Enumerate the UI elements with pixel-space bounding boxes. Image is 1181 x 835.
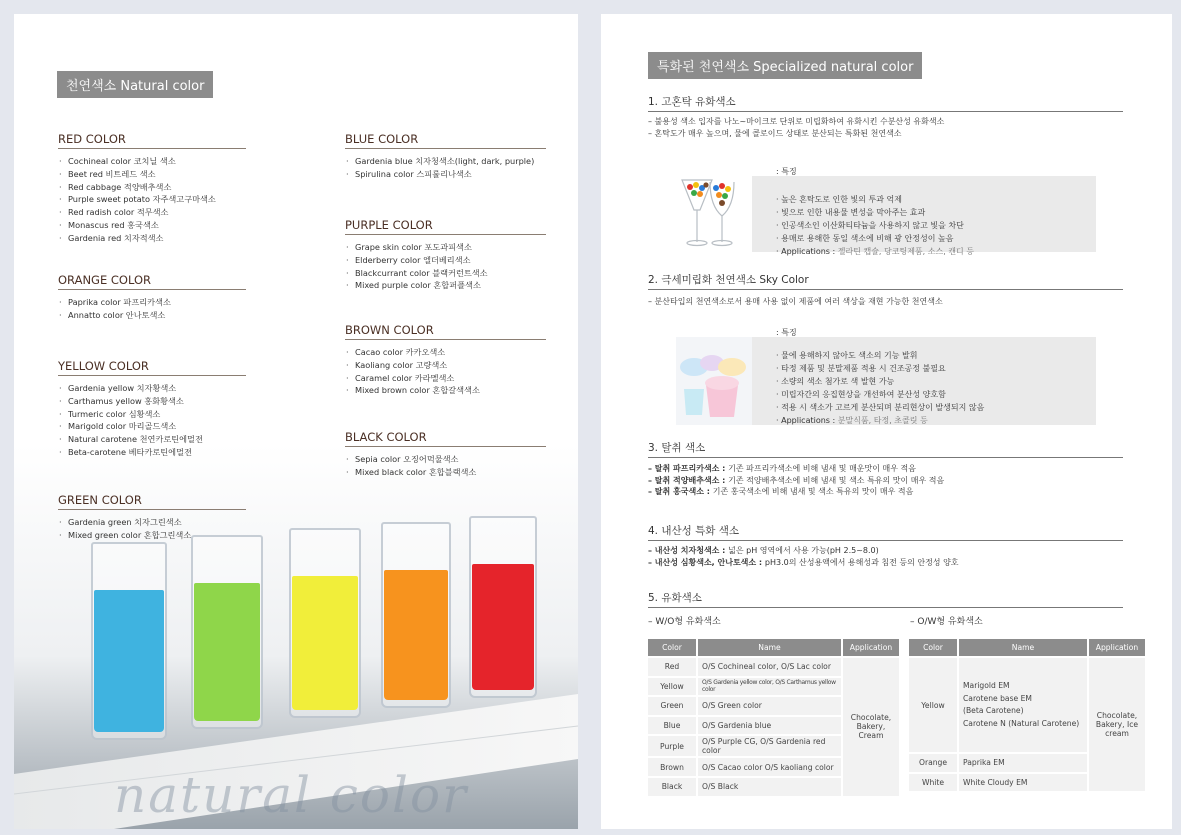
- category-purple: [345, 218, 546, 292]
- section-4-description: [648, 545, 959, 568]
- applications-label: Applications :: [781, 247, 838, 256]
- color-cell: White: [909, 774, 957, 792]
- description-line: – 분산타입의 천연색소로서 용매 사용 없이 제품에 여러 색상을 재현 가능한 천연색소: [648, 297, 943, 306]
- feature-label: : 특징: [776, 328, 797, 337]
- category-title: YELLOW COLOR: [58, 359, 246, 376]
- list-item: · Beet red 비트레드 색소: [58, 168, 246, 181]
- description-line: [648, 557, 959, 569]
- color-cell: Green: [648, 697, 696, 715]
- list-item: · Sepia color 오징어먹물색소: [345, 453, 546, 466]
- list-item: · Gardenia blue 치자청색소(light, dark, purple): [345, 155, 546, 168]
- line-text: pH3.0의 산성용액에서 용해성과 침전 등의 안정성 양호: [764, 557, 959, 567]
- list-item: · Mixed black color 혼합블랙색소: [345, 466, 546, 479]
- list-item: · Gardenia red 치자적색소: [58, 232, 246, 245]
- line-label: – 내산성 치자청색소 :: [648, 546, 729, 555]
- liquid-orange: [384, 570, 448, 700]
- category-title: BROWN COLOR: [345, 323, 546, 340]
- powder-glass-image: [676, 337, 752, 425]
- list-item: · Monascus red 홍국색소: [58, 219, 246, 232]
- list-item: · Spirulina color 스피룰리나색소: [345, 168, 546, 181]
- feature-item: [776, 414, 984, 427]
- list-item: · Red cabbage 적양배추색소: [58, 181, 246, 194]
- list-item: · Beta-carotene 베타카로틴에멀젼: [58, 446, 246, 459]
- category-green: [58, 493, 246, 542]
- wo-table-title: – W/O형 유화색소: [648, 617, 721, 627]
- list-item: · Elderberry color 엘더베리색소: [345, 254, 546, 267]
- category-list: [345, 241, 546, 292]
- category-title: ORANGE COLOR: [58, 273, 246, 290]
- description-line: [648, 475, 944, 487]
- table-header-row: [648, 639, 899, 656]
- category-brown: [345, 323, 546, 397]
- line-label: – 탈취 적양배추색소 :: [648, 475, 729, 485]
- list-item: · Cacao color 카카오색소: [345, 346, 546, 359]
- color-cell: Red: [648, 658, 696, 676]
- name-cell: O/S Purple CG, O/S Gardenia red color: [698, 736, 841, 756]
- feature-list: [776, 193, 974, 258]
- name-cell: O/S Gardenia blue: [698, 717, 841, 735]
- name-cell: O/S Cacao color O/S kaoliang color: [698, 758, 841, 776]
- applications-value: 젤라틴 캡슐, 당코팅제품, 소스, 캔디 등: [837, 247, 975, 256]
- line-text: 기존 적양배추색소에 비해 냄새 및 색소 특유의 맛이 매우 적음: [728, 475, 945, 485]
- table-row: [648, 658, 899, 676]
- wo-emulsion-table: [646, 637, 901, 798]
- column-header: Name: [959, 639, 1087, 656]
- list-item: · Turmeric color 심황색소: [58, 408, 246, 421]
- color-cell: Blue: [648, 717, 696, 735]
- color-cell: Black: [648, 778, 696, 796]
- category-title: RED COLOR: [58, 132, 246, 149]
- section-2-feature-box: [676, 328, 1096, 425]
- feature-item: · 미립자간의 응집현상을 개선하여 분산성 양호함: [776, 388, 984, 401]
- column-header: Application: [843, 639, 899, 656]
- color-cell: Orange: [909, 754, 957, 772]
- section-2-heading: 2. 극세미립화 천연색소 Sky Color: [648, 272, 1123, 290]
- liquid-yellow: [292, 576, 358, 710]
- glass-red: [469, 516, 537, 698]
- page-title: 특화된 천연색소 Specialized natural color: [648, 52, 922, 79]
- name-cell: O/S Gardenia yellow color, O/S Carthamus yellow color: [698, 678, 841, 696]
- section-1-description: [648, 116, 944, 139]
- category-title: BLUE COLOR: [345, 132, 546, 149]
- section-2-description: [648, 296, 943, 308]
- list-item: · Marigold color 마리골드색소: [58, 420, 246, 433]
- category-title: GREEN COLOR: [58, 493, 246, 510]
- category-yellow: [58, 359, 246, 459]
- category-list: [58, 516, 246, 542]
- section-3-description: [648, 463, 944, 498]
- line-label: – 내산성 심황색소, 안나토색소 :: [648, 557, 765, 567]
- feature-item: · 적용 시 색소가 고르게 분산되며 분리현상이 발생되지 않음: [776, 401, 984, 414]
- section-1-feature-box: [676, 167, 1096, 256]
- description-line: – 불용성 색소 입자를 나노~마이크로 단위로 미립화하여 유화시킨 수분산성 유화색소: [648, 117, 945, 126]
- name-cell: O/S Green color: [698, 697, 841, 715]
- feature-item: [776, 245, 974, 258]
- applications-value: 분말식품, 타정, 초콜릿 등: [837, 416, 928, 425]
- name-cell: Marigold EM Carotene base EM (Beta Carotene) Carotene N (Natural Carotene): [959, 658, 1087, 752]
- liquid-blue: [94, 590, 164, 732]
- column-header: Color: [909, 639, 957, 656]
- description-line: [648, 463, 944, 475]
- ow-table-title: – O/W형 유화색소: [910, 617, 983, 627]
- list-item: · Caramel color 카라멜색소: [345, 372, 546, 385]
- list-item: · Gardenia green 치자그린색소: [58, 516, 246, 529]
- column-header: Name: [698, 639, 841, 656]
- feature-item: · 인공색소인 이산화티타늄을 사용하지 않고 빛을 차단: [776, 219, 974, 232]
- watermark-text: natural color: [114, 766, 469, 824]
- application-cell: Chocolate, Bakery, Cream: [843, 658, 899, 796]
- feature-item: · 용매로 용해한 동일 색소에 비해 광 안정성이 높음: [776, 232, 974, 245]
- candy-glass-image: [676, 176, 752, 252]
- category-list: [345, 346, 546, 397]
- description-line: [648, 545, 959, 557]
- description-line: [648, 486, 944, 498]
- list-item: · Purple sweet potato 자주색고구마색소: [58, 193, 246, 206]
- color-cell: Yellow: [648, 678, 696, 696]
- category-title: BLACK COLOR: [345, 430, 546, 447]
- ow-emulsion-table: [907, 637, 1147, 793]
- category-list: [345, 155, 546, 181]
- application-cell: Chocolate, Bakery, Ice cream: [1089, 658, 1145, 791]
- color-cell: Brown: [648, 758, 696, 776]
- left-page: [14, 14, 578, 829]
- name-cell: O/S Black: [698, 778, 841, 796]
- category-list: [345, 453, 546, 479]
- category-red: [58, 132, 246, 245]
- glass-blue: [91, 542, 167, 740]
- feature-item: · 소량의 색소 첨가로 색 발현 가능: [776, 375, 984, 388]
- list-item: · Mixed purple color 혼합퍼플색소: [345, 279, 546, 292]
- section-1-heading: 1. 고혼탁 유화색소: [648, 94, 1123, 112]
- line-text: 기존 파프리카색소에 비해 냄새 및 매운맛이 매우 적음: [728, 464, 916, 473]
- glass-orange: [381, 522, 451, 708]
- category-list: [58, 296, 246, 322]
- list-item: · Blackcurrant color 블랙커런트색소: [345, 267, 546, 280]
- name-cell: Paprika EM: [959, 754, 1087, 772]
- list-item: · Cochineal color 코치닐 색소: [58, 155, 246, 168]
- name-cell: O/S Cochineal color, O/S Lac color: [698, 658, 841, 676]
- category-blue: [345, 132, 546, 181]
- liquid-green: [194, 583, 260, 721]
- feature-item: · 높은 혼탁도로 인한 빛의 투과 억제: [776, 193, 974, 206]
- description-line: – 혼탁도가 매우 높으며, 물에 콜로이드 상태로 분산되는 특화된 천연색소: [648, 128, 902, 138]
- column-header: Application: [1089, 639, 1145, 656]
- list-item: · Grape skin color 포도과피색소: [345, 241, 546, 254]
- glass-green: [191, 535, 263, 729]
- line-text: 넓은 pH 영역에서 사용 가능(pH 2.5~8.0): [728, 546, 879, 555]
- table-row: [909, 658, 1145, 752]
- list-item: · Paprika color 파프리카색소: [58, 296, 246, 309]
- color-cell: Purple: [648, 736, 696, 756]
- section-5-heading: 5. 유화색소: [648, 590, 1123, 608]
- feature-item: · 빛으로 인한 내용물 변성을 막아주는 효과: [776, 206, 974, 219]
- liquid-red: [472, 564, 534, 690]
- name-cell: White Cloudy EM: [959, 774, 1087, 792]
- line-text: 기존 홍국색소에 비해 냄새 및 색소 특유의 맛이 매우 적음: [712, 487, 914, 496]
- right-page: [601, 14, 1172, 829]
- list-item: · Red radish color 적무색소: [58, 206, 246, 219]
- list-item: · Mixed green color 혼합그린색소: [58, 529, 246, 542]
- feature-list: [776, 349, 984, 427]
- feature-item: · 물에 용해하지 않아도 색소의 기능 발휘: [776, 349, 984, 362]
- glass-yellow: [289, 528, 361, 718]
- category-list: [58, 155, 246, 245]
- category-list: [58, 382, 246, 459]
- list-item: · Mixed brown color 혼합갈색색소: [345, 384, 546, 397]
- line-label: – 탈취 홍국색소 :: [648, 487, 713, 496]
- applications-label: Applications :: [781, 416, 838, 425]
- section-3-heading: 3. 탈취 색소: [648, 440, 1123, 458]
- category-orange: [58, 273, 246, 322]
- table-header-row: [909, 639, 1145, 656]
- list-item: · Natural carotene 천연카로틴에멀젼: [58, 433, 246, 446]
- line-label: – 탈취 파프리카색소 :: [648, 464, 729, 473]
- list-item: · Gardenia yellow 치자황색소: [58, 382, 246, 395]
- list-item: · Annatto color 안나토색소: [58, 309, 246, 322]
- column-header: Color: [648, 639, 696, 656]
- color-cell: Yellow: [909, 658, 957, 752]
- list-item: · Kaoliang color 고량색소: [345, 359, 546, 372]
- category-black: [345, 430, 546, 479]
- feature-item: · 타정 제품 및 분말제품 적용 시 건조공정 불필요: [776, 362, 984, 375]
- page-title: 천연색소 Natural color: [57, 71, 213, 98]
- feature-label: : 특징: [776, 167, 797, 176]
- list-item: · Carthamus yellow 홍화황색소: [58, 395, 246, 408]
- section-4-heading: 4. 내산성 특화 색소: [648, 523, 1123, 541]
- category-title: PURPLE COLOR: [345, 218, 546, 235]
